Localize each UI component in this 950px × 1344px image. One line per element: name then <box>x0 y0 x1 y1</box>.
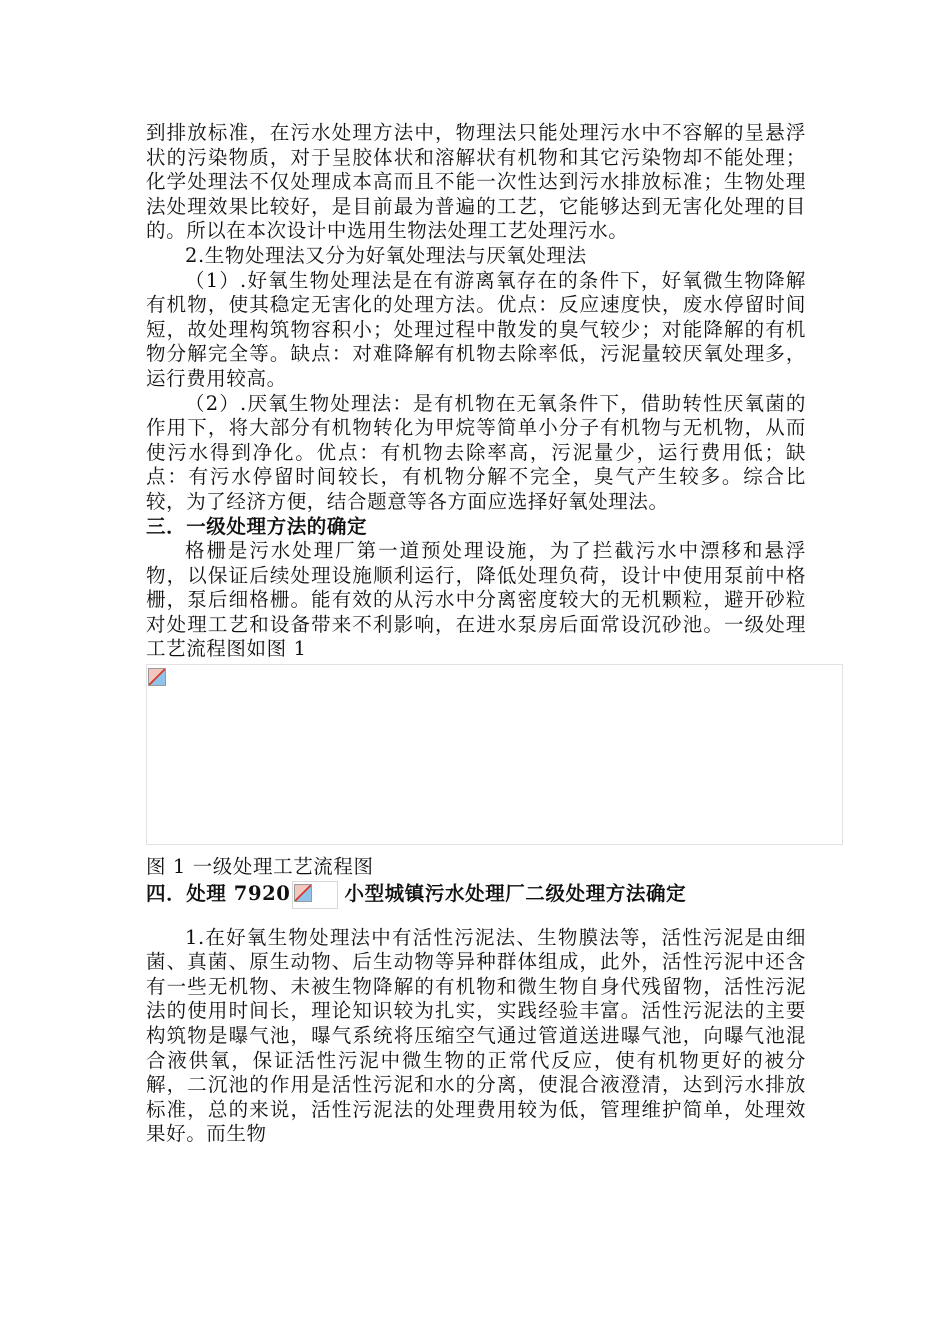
paragraph-aerobic-anaerobic-split: 2.生物处理法又分为好氧处理法与厌氧处理法 <box>185 243 587 267</box>
section-heading-secondary-treatment <box>146 880 806 910</box>
paragraph-screens-grit-chamber: 格栅是污水处理厂第一道预处理设施，为了拦截污水中漂移和悬浮物，以保证后续处理设施顺利运行，降低处理负荷，设计中使用泵前中格栅，泵后细格栅。能有效的从污水中分离密度较大的无机颗粒，避开砂粒对处理工艺和设备带来不利影响，在进水泵房后面常设沉砂池。一级处理工艺流程图如图 1 <box>146 539 806 661</box>
broken-image-icon <box>148 668 166 686</box>
section-heading-secondary-part2: 小型城镇污水处理厂二级处理方法确定 <box>344 882 687 906</box>
blank-line <box>146 910 806 926</box>
inline-image-placeholder <box>292 881 338 909</box>
paragraph-aerobic-treatment: （1）.好氧生物处理法是在有游离氧存在的条件下，好氧微生物降解有机物，使其稳定无害化的处理方法。优点：反应速度快，废水停留时间短，故处理构筑物容积小；处理过程中散发的臭气较少；对能降解的有机物分解完全等。缺点：对难降解有机物去除率低，污泥量较厌氧处理多，运行费用较高。 <box>146 268 806 390</box>
figure-1-image-placeholder <box>146 664 843 845</box>
section-heading-primary-treatment: 三．一级处理方法的确定 <box>146 514 368 538</box>
broken-image-icon <box>294 884 312 902</box>
paragraph-biological-method-choice: 到排放标准，在污水处理方法中，物理法只能处理污水中不容解的呈悬浮状的污染物质，对于呈胶体状和溶解状有机物和其它污染物却不能处理；化学处理法不仅处理成本高而且不能一次性达到污水排放标准；生物处理法处理效果比较好，是目前最为普遍的工艺，它能够达到无害化处理的目的。所以在本次设计中选用生物法处理工艺处理污水。 <box>146 121 806 243</box>
paragraph-anaerobic-treatment: （2）.厌氧生物处理法：是有机物在无氧条件下，借助转性厌氧菌的作用下，将大部分有机物转化为甲烷等简单小分子有机物与无机物，从而使污水得到净化。优点：有机物去除率高，污泥量少，运行费用低；缺点：有污水停留时间较长，有机物分解不完全，臭气产生较多。综合比较，为了经济方便，结合题意等各方面应选择好氧处理法。 <box>146 391 806 513</box>
paragraph-activated-sludge: 1.在好氧生物处理法中有活性污泥法、生物膜法等，活性污泥是由细菌、真菌、原生动物、后生动物等异种群体组成，此外，活性污泥中还含有一些无机物、未被生物降解的有机物和微生物自身代残留物，活性污泥法的使用时间长，理论知识较为扎实，实践经验丰富。活性污泥法的主要构筑物是曝气池，曝气系统将压缩空气通过管道送进曝气池，向曝气池混合液供氧，保证活性污泥中微生物的正常代反应，使有机物更好的被分解，二沉池的作用是活性污泥和水的分离，使混合液澄清，达到污水排放标准，总的来说，活性污泥法的处理费用较为低，管理维护简单，处理效果好。而生物 <box>146 925 806 1146</box>
document-page <box>146 121 806 1147</box>
figure-1-caption: 图 1 一级处理工艺流程图 <box>146 855 374 879</box>
section-heading-secondary-part1: 四．处理 7920 <box>146 882 291 906</box>
